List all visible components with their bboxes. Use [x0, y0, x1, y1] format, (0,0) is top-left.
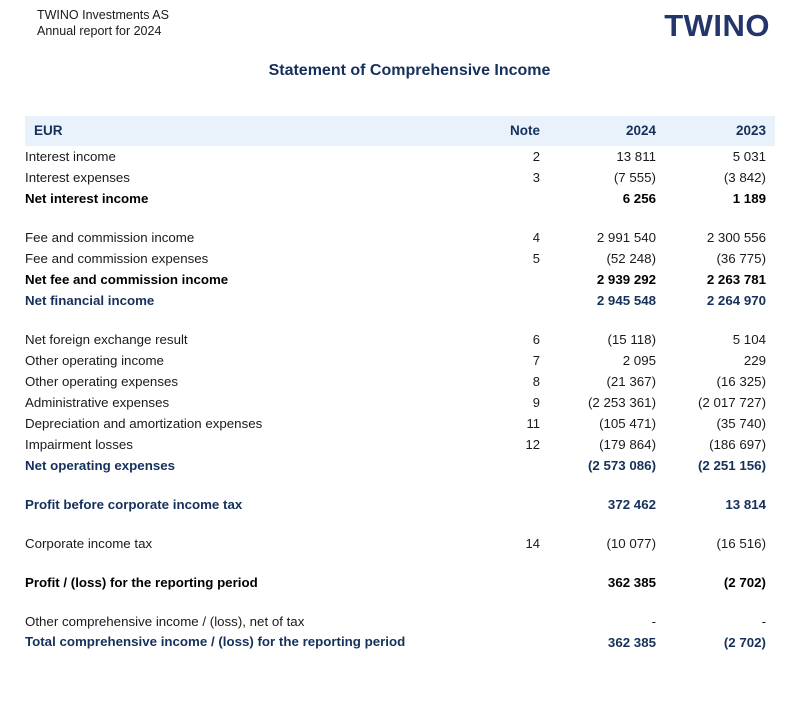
table-header: [25, 116, 775, 146]
row-value-2024: (7 555): [613, 170, 656, 185]
table-spacer-row: [25, 209, 775, 227]
row-value-2024: 6 256: [622, 191, 656, 206]
row-label: Administrative expenses: [25, 395, 170, 410]
row-label: Interest income: [25, 149, 116, 164]
row-value-2023: (36 775): [716, 251, 766, 266]
row-value-2023: (16 516): [716, 536, 766, 551]
row-value-2024: 362 385: [607, 635, 656, 650]
column-header-2024: 2024: [625, 123, 656, 138]
row-value-2023: (2 017 727): [697, 395, 766, 410]
row-label: Interest expenses: [25, 170, 130, 185]
row-label: Other operating expenses: [25, 374, 179, 389]
row-label: Profit / (loss) for the reporting period: [25, 575, 258, 590]
row-note-reference: [445, 494, 555, 515]
column-header-currency: EUR: [34, 123, 63, 138]
row-label: Net interest income: [25, 191, 149, 206]
row-value-2023: 5 031: [732, 149, 766, 164]
row-note-reference: 7: [532, 353, 540, 368]
table-row: [25, 188, 775, 209]
row-value-2023: 13 814: [725, 497, 766, 512]
document-header: [0, 0, 797, 56]
row-label: Other operating income: [25, 353, 164, 368]
table-row: [25, 572, 775, 593]
row-value-2024: (2 573 086): [587, 458, 656, 473]
row-value-2024: (21 367): [606, 374, 656, 389]
row-value-2023: 5 104: [732, 332, 766, 347]
row-label: Other comprehensive income / (loss), net of tax: [25, 614, 305, 629]
row-note-reference: [445, 455, 555, 476]
row-value-2023: (186 697): [709, 437, 766, 452]
table-row: [25, 371, 775, 392]
row-value-2024: (105 471): [599, 416, 656, 431]
table-row: [25, 167, 775, 188]
row-value-2023: -: [761, 614, 766, 629]
row-note-reference: [445, 572, 555, 593]
row-value-2024: (15 118): [607, 332, 656, 347]
table-spacer-row: [25, 593, 775, 611]
row-value-2023: (2 702): [723, 635, 766, 650]
row-note-reference: 12: [525, 437, 540, 452]
row-note-reference: 8: [532, 374, 540, 389]
row-note-reference: [445, 632, 555, 653]
table-row: [25, 227, 775, 248]
company-name: TWINO Investments AS: [37, 8, 169, 22]
twino-logo: TWINO: [664, 8, 770, 43]
row-note-reference: 6: [532, 332, 540, 347]
row-value-2024: -: [651, 614, 656, 629]
row-value-2023: (35 740): [716, 416, 766, 431]
table-row: [25, 146, 775, 167]
row-value-2024: 2 939 292: [596, 272, 656, 287]
table-body: [25, 146, 775, 653]
table-spacer-row: [25, 515, 775, 533]
row-note-reference: 2: [532, 149, 540, 164]
row-value-2024: 2 991 540: [596, 230, 656, 245]
table-row: [25, 248, 775, 269]
row-label: Fee and commission income: [25, 230, 195, 245]
row-note-reference: [445, 611, 555, 632]
row-value-2024: 2 945 548: [596, 293, 656, 308]
row-note-reference: [445, 188, 555, 209]
table-header-row: [25, 116, 775, 146]
table-row: [25, 392, 775, 413]
row-label: Depreciation and amortization expenses: [25, 416, 263, 431]
row-value-2023: (3 842): [723, 170, 766, 185]
row-value-2023: 2 300 556: [706, 230, 766, 245]
row-value-2024: (10 077): [606, 536, 656, 551]
table-row: [25, 533, 775, 554]
row-label: Impairment losses: [25, 437, 133, 452]
row-value-2024: (52 248): [606, 251, 656, 266]
row-label: Fee and commission expenses: [25, 251, 209, 266]
row-value-2023: 229: [743, 353, 766, 368]
row-value-2023: 1 189: [732, 191, 766, 206]
row-note-reference: [445, 269, 555, 290]
row-note-reference: 9: [532, 395, 540, 410]
row-label: Net operating expenses: [25, 458, 176, 473]
row-value-2024: 362 385: [607, 575, 656, 590]
page-title: Statement of Comprehensive Income: [268, 62, 551, 79]
row-label: Net fee and commission income: [25, 272, 229, 287]
table-row: [25, 611, 775, 632]
table-row: [25, 413, 775, 434]
comprehensive-income-table: [25, 116, 775, 653]
table-row: [25, 269, 775, 290]
company-identification: [37, 8, 169, 39]
row-label: Total comprehensive income / (loss) for the reporting period: [25, 634, 406, 649]
column-header-2023: 2023: [735, 123, 766, 138]
row-label: Corporate income tax: [25, 536, 153, 551]
table-row: [25, 632, 775, 653]
row-value-2024: (2 253 361): [587, 395, 656, 410]
row-note-reference: 4: [532, 230, 540, 245]
row-label: Net foreign exchange result: [25, 332, 188, 347]
row-value-2023: (2 702): [723, 575, 766, 590]
table-row: [25, 350, 775, 371]
row-value-2023: (16 325): [716, 374, 766, 389]
row-note-reference: 11: [526, 416, 540, 431]
table-spacer-row: [25, 554, 775, 572]
table-row: [25, 329, 775, 350]
row-label: Profit before corporate income tax: [25, 497, 243, 512]
table-spacer-row: [25, 476, 775, 494]
row-note-reference: 14: [525, 536, 540, 551]
row-value-2024: (179 864): [599, 437, 656, 452]
row-note-reference: 5: [532, 251, 540, 266]
table-spacer-row: [25, 311, 775, 329]
row-note-reference: [445, 290, 555, 311]
table-row: [25, 494, 775, 515]
row-value-2024: 372 462: [607, 497, 656, 512]
row-value-2023: (2 251 156): [697, 458, 766, 473]
row-label: Net financial income: [25, 293, 155, 308]
column-header-note: Note: [510, 123, 540, 138]
table-row: [25, 290, 775, 311]
row-value-2024: 2 095: [622, 353, 656, 368]
table-row: [25, 455, 775, 476]
report-period: Annual report for 2024: [37, 23, 162, 38]
table-row: [25, 434, 775, 455]
row-value-2024: 13 811: [616, 149, 656, 164]
row-note-reference: 3: [532, 170, 540, 185]
row-value-2023: 2 263 781: [706, 272, 766, 287]
row-value-2023: 2 264 970: [706, 293, 766, 308]
